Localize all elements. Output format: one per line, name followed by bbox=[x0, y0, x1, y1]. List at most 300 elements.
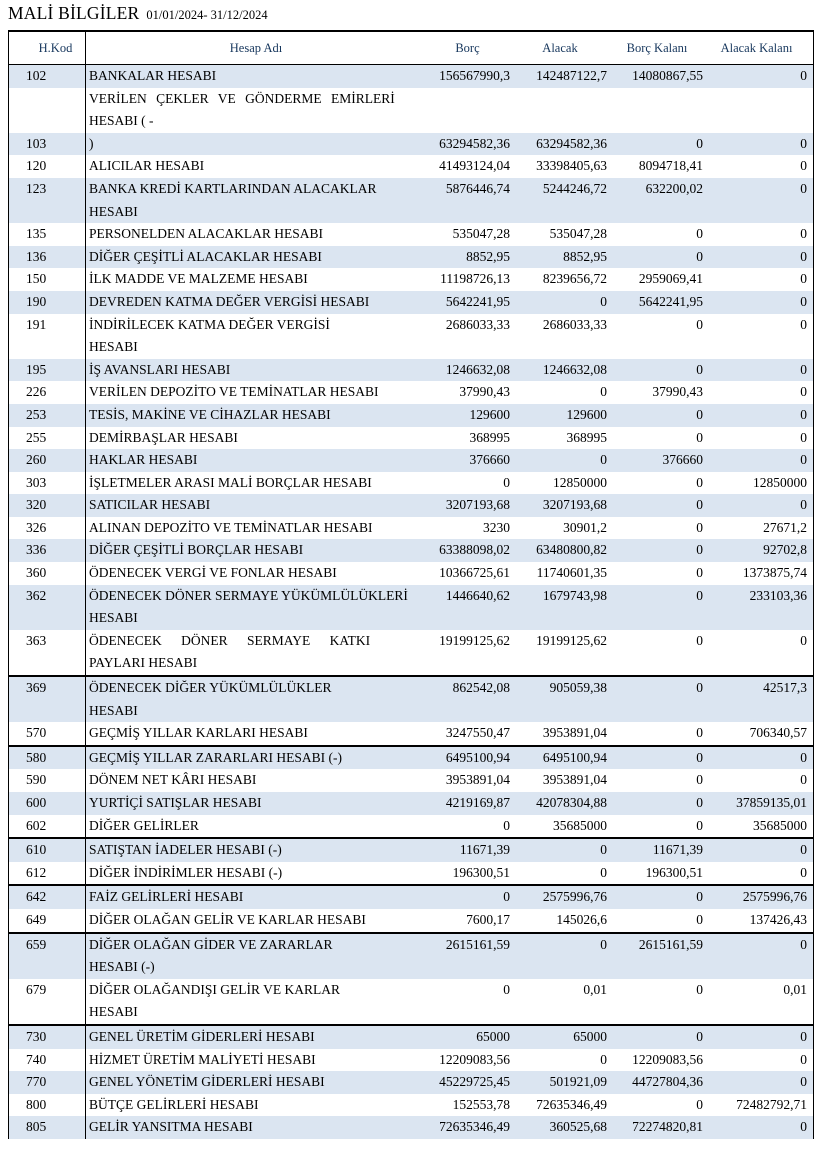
cell-account-name bbox=[86, 359, 425, 382]
cell-alacak-kalani: 0 bbox=[800, 1074, 807, 1090]
cell-account-code bbox=[9, 88, 86, 133]
cell-alacak-kalani bbox=[706, 88, 813, 133]
cell-alacak: 535047,28 bbox=[549, 226, 607, 242]
account-name-line: VERİLEN ÇEKLER VE GÖNDERME EMİRLERİ bbox=[89, 90, 395, 106]
cell-borc-kalani: 0 bbox=[696, 406, 703, 422]
account-name-line: SATICILAR HESABI bbox=[89, 497, 211, 513]
account-name-line: HESABI (-) bbox=[89, 959, 155, 975]
cell-borc-kalani: 44727804,36 bbox=[632, 1074, 703, 1090]
cell-borc-kalani: 0 bbox=[696, 632, 703, 648]
cell-alacak-kalani: 137426,43 bbox=[749, 911, 807, 927]
cell-borc: 4219169,87 bbox=[445, 795, 510, 810]
cell-alacak-kalani: 0 bbox=[800, 248, 807, 264]
cell-borc-kalani: 2615161,59 bbox=[638, 936, 703, 952]
cell-borc: 152553,78 bbox=[452, 1096, 510, 1112]
cell-alacak-kalani: 233103,36 bbox=[749, 587, 807, 603]
cell-borc: 12209083,56 bbox=[439, 1051, 510, 1067]
table-row bbox=[9, 979, 813, 1024]
cell-alacak: 0 bbox=[600, 842, 607, 858]
cell-alacak: 11740601,35 bbox=[536, 565, 607, 581]
cell-borc-kalani: 0 bbox=[696, 361, 703, 377]
cell-alacak: 0 bbox=[600, 452, 607, 468]
cell-alacak: 1679743,98 bbox=[542, 587, 607, 603]
cell-account-name bbox=[86, 839, 425, 862]
cell-account-code: 369 bbox=[9, 677, 86, 722]
cell-account-code: 770 bbox=[9, 1071, 86, 1094]
account-name-line: HESABI ( - bbox=[89, 113, 154, 129]
cell-account-code: 195 bbox=[9, 359, 86, 382]
cell-borc: 0 bbox=[503, 817, 510, 833]
page-title: MALİ BİLGİLER bbox=[8, 3, 140, 23]
account-name-line: HİZMET ÜRETİM MALİYETİ HESABI bbox=[89, 1051, 316, 1067]
cell-account-code: 570 bbox=[9, 722, 86, 745]
account-name-line: GENEL YÖNETİM GİDERLERİ HESABI bbox=[89, 1074, 325, 1090]
cell-alacak: 0 bbox=[600, 1051, 607, 1067]
cell-borc: 19199125,62 bbox=[439, 632, 510, 648]
cell-borc: 7600,17 bbox=[466, 911, 510, 927]
report-page bbox=[0, 3, 822, 1153]
cell-account-code: 600 bbox=[9, 792, 86, 815]
cell-borc-kalani: 37990,43 bbox=[652, 384, 703, 400]
account-name-line: PERSONELDEN ALACAKLAR HESABI bbox=[89, 226, 324, 242]
cell-alacak-kalani: 0 bbox=[800, 1119, 807, 1135]
cell-alacak: 3953891,04 bbox=[542, 725, 607, 741]
cell-alacak: 3207193,68 bbox=[542, 497, 607, 513]
table-row bbox=[9, 1116, 813, 1139]
cell-borc: 37990,43 bbox=[459, 384, 510, 400]
cell-account-code: 191 bbox=[9, 314, 86, 359]
header-hesap-adi: Hesap Adı bbox=[229, 40, 283, 55]
account-name-line: HESABI bbox=[89, 702, 138, 718]
cell-account-code: 602 bbox=[9, 815, 86, 838]
cell-alacak-kalani: 0 bbox=[800, 1051, 807, 1067]
table-row bbox=[9, 815, 813, 838]
cell-borc-kalani: 0 bbox=[696, 565, 703, 581]
cell-borc-kalani: 0 bbox=[696, 316, 703, 332]
cell-borc-kalani: 0 bbox=[696, 981, 703, 997]
cell-borc: 5642241,95 bbox=[445, 293, 510, 309]
table-row bbox=[9, 472, 813, 495]
cell-alacak: 145026,6 bbox=[556, 911, 607, 927]
cell-account-code: 260 bbox=[9, 449, 86, 472]
cell-borc-kalani: 0 bbox=[696, 749, 703, 765]
table-row bbox=[9, 427, 813, 450]
cell-borc: 41493124,04 bbox=[439, 158, 510, 174]
cell-borc: 3207193,68 bbox=[445, 497, 510, 513]
table-row bbox=[9, 1049, 813, 1072]
account-name-line: FAİZ GELİRLERİ HESABI bbox=[89, 889, 244, 905]
cell-account-name bbox=[86, 909, 425, 932]
cell-alacak-kalani: 0 bbox=[800, 406, 807, 422]
cell-alacak-kalani: 0,01 bbox=[783, 981, 807, 997]
cell-alacak-kalani: 0 bbox=[800, 772, 807, 788]
header-alacak: Alacak bbox=[542, 40, 578, 55]
cell-alacak-kalani: 27671,2 bbox=[763, 519, 807, 535]
cell-alacak bbox=[513, 88, 611, 133]
account-name-line: HESABI bbox=[89, 610, 138, 626]
cell-borc-kalani: 8094718,41 bbox=[638, 158, 703, 174]
account-name-line: DÖNEM NET KÂRI HESABI bbox=[89, 772, 257, 788]
cell-account-code: 612 bbox=[9, 862, 86, 885]
cell-alacak-kalani: 0 bbox=[800, 384, 807, 400]
table-row bbox=[9, 517, 813, 540]
cell-account-name bbox=[86, 934, 425, 979]
account-name-line: ÖDENECEK DÖNER SERMAYE YÜKÜMLÜLÜKLERİ bbox=[89, 587, 408, 603]
account-name-line: DİĞER OLAĞAN GELİR VE KARLAR HESABI bbox=[89, 911, 366, 927]
cell-borc: 45229725,45 bbox=[439, 1074, 510, 1090]
cell-borc: 8852,95 bbox=[466, 248, 510, 264]
cell-alacak: 30901,2 bbox=[563, 519, 607, 535]
cell-borc-kalani: 0 bbox=[696, 519, 703, 535]
cell-alacak: 72635346,49 bbox=[536, 1096, 607, 1112]
header-alacak-kalani: Alacak Kalanı bbox=[720, 40, 793, 55]
cell-borc: 3230 bbox=[483, 519, 510, 535]
table-row bbox=[9, 932, 813, 979]
cell-account-code: 800 bbox=[9, 1094, 86, 1117]
cell-alacak-kalani: 2575996,76 bbox=[742, 889, 807, 905]
account-name-line: DEVREDEN KATMA DEĞER VERGİSİ HESABI bbox=[89, 293, 370, 309]
cell-alacak: 0 bbox=[600, 936, 607, 952]
cell-account-name bbox=[86, 246, 425, 269]
cell-borc-kalani: 376660 bbox=[662, 452, 703, 468]
table-body bbox=[9, 65, 813, 1139]
table-row bbox=[9, 155, 813, 178]
financial-table bbox=[8, 30, 814, 1139]
account-name-line: HESABI bbox=[89, 339, 138, 355]
cell-alacak: 368995 bbox=[566, 429, 607, 445]
table-row bbox=[9, 539, 813, 562]
cell-account-name bbox=[86, 1116, 425, 1139]
cell-borc-kalani: 0 bbox=[696, 772, 703, 788]
table-row bbox=[9, 769, 813, 792]
cell-account-name bbox=[86, 862, 425, 885]
cell-borc-kalani: 0 bbox=[696, 911, 703, 927]
cell-account-name bbox=[86, 1049, 425, 1072]
account-name-line: DİĞER İNDİRİMLER HESABI (-) bbox=[89, 864, 283, 880]
account-name-line: HESABI bbox=[89, 1004, 138, 1020]
cell-alacak: 0 bbox=[600, 293, 607, 309]
cell-account-code: 320 bbox=[9, 494, 86, 517]
cell-account-name bbox=[86, 178, 425, 223]
table-row bbox=[9, 291, 813, 314]
account-name-line: İNDİRİLECEK KATMA DEĞER VERGİSİ bbox=[89, 316, 330, 332]
cell-account-name bbox=[86, 886, 425, 909]
cell-account-name bbox=[86, 381, 425, 404]
account-name-line: GEÇMİŞ YILLAR ZARARLARI HESABI (-) bbox=[89, 749, 342, 765]
table-row bbox=[9, 223, 813, 246]
table-row bbox=[9, 1071, 813, 1094]
cell-borc-kalani: 0 bbox=[696, 817, 703, 833]
cell-borc-kalani: 196300,51 bbox=[645, 864, 703, 880]
cell-alacak: 35685000 bbox=[553, 817, 607, 833]
cell-borc-kalani: 14080867,55 bbox=[632, 68, 703, 83]
account-name-line: GENEL ÜRETİM GİDERLERİ HESABI bbox=[89, 1028, 315, 1044]
cell-borc: 3247550,47 bbox=[445, 725, 510, 741]
cell-alacak-kalani: 706340,57 bbox=[749, 725, 807, 741]
table-row bbox=[9, 494, 813, 517]
cell-account-code: 226 bbox=[9, 381, 86, 404]
cell-alacak: 5244246,72 bbox=[542, 180, 607, 196]
cell-account-name bbox=[86, 65, 425, 88]
table-row bbox=[9, 246, 813, 269]
cell-borc-kalani: 72274820,81 bbox=[632, 1119, 703, 1135]
cell-alacak-kalani: 0 bbox=[800, 632, 807, 648]
cell-borc: 0 bbox=[503, 889, 510, 905]
table-row bbox=[9, 449, 813, 472]
cell-account-name bbox=[86, 769, 425, 792]
cell-alacak-kalani: 0 bbox=[800, 135, 807, 151]
table-row bbox=[9, 792, 813, 815]
cell-alacak-kalani: 35685000 bbox=[753, 817, 807, 833]
cell-borc-kalani: 0 bbox=[696, 1096, 703, 1112]
table-row bbox=[9, 178, 813, 223]
cell-borc-kalani: 0 bbox=[696, 889, 703, 905]
cell-alacak-kalani: 0 bbox=[800, 316, 807, 332]
cell-account-code: 659 bbox=[9, 934, 86, 979]
cell-account-name bbox=[86, 815, 425, 838]
title-bar bbox=[8, 3, 814, 30]
cell-borc-kalani: 0 bbox=[696, 429, 703, 445]
cell-borc-kalani: 0 bbox=[696, 680, 703, 696]
cell-account-name bbox=[86, 979, 425, 1024]
cell-account-name bbox=[86, 268, 425, 291]
account-name-line: BANKA KREDİ KARTLARINDAN ALACAKLAR bbox=[89, 180, 377, 196]
cell-borc-kalani: 0 bbox=[696, 725, 703, 741]
account-name-line: BÜTÇE GELİRLERİ HESABI bbox=[89, 1096, 259, 1112]
account-name-line: HAKLAR HESABI bbox=[89, 452, 198, 468]
account-name-line: ALINAN DEPOZİTO VE TEMİNATLAR HESABI bbox=[89, 519, 373, 535]
table-row bbox=[9, 404, 813, 427]
cell-account-code: 326 bbox=[9, 517, 86, 540]
cell-borc-kalani: 0 bbox=[696, 587, 703, 603]
cell-borc: 65000 bbox=[476, 1028, 510, 1044]
cell-alacak: 19199125,62 bbox=[536, 632, 607, 648]
cell-account-name bbox=[86, 630, 425, 675]
cell-borc: 2615161,59 bbox=[445, 936, 510, 952]
account-name-line: ) bbox=[89, 135, 94, 151]
cell-borc: 1446640,62 bbox=[445, 587, 510, 603]
account-name-line: DEMİRBAŞLAR HESABI bbox=[89, 429, 238, 445]
cell-account-name bbox=[86, 539, 425, 562]
cell-account-name bbox=[86, 314, 425, 359]
cell-alacak-kalani: 42517,3 bbox=[763, 680, 807, 696]
cell-alacak: 360525,68 bbox=[549, 1119, 607, 1135]
cell-alacak-kalani: 12850000 bbox=[753, 474, 807, 490]
cell-account-code: 253 bbox=[9, 404, 86, 427]
table-row bbox=[9, 585, 813, 630]
cell-alacak: 905059,38 bbox=[549, 680, 607, 696]
cell-borc: 1246632,08 bbox=[445, 361, 510, 377]
cell-borc: 376660 bbox=[469, 452, 510, 468]
account-name-line: YURTİÇİ SATIŞLAR HESABI bbox=[89, 795, 262, 810]
cell-borc: 0 bbox=[503, 981, 510, 997]
cell-borc: 5876446,74 bbox=[445, 180, 510, 196]
account-name-line: PAYLARI HESABI bbox=[89, 655, 198, 671]
cell-alacak: 2686033,33 bbox=[542, 316, 607, 332]
cell-account-name bbox=[86, 792, 425, 815]
cell-account-name bbox=[86, 494, 425, 517]
account-name-line: İŞLETMELER ARASI MALİ BORÇLAR HESABI bbox=[89, 474, 372, 490]
cell-account-code: 135 bbox=[9, 223, 86, 246]
cell-borc: 129600 bbox=[469, 406, 510, 422]
cell-alacak-kalani: 0 bbox=[800, 68, 807, 83]
cell-account-name bbox=[86, 747, 425, 770]
cell-alacak-kalani: 0 bbox=[800, 452, 807, 468]
account-name-line: ÖDENECEK DİĞER YÜKÜMLÜLÜKLER bbox=[89, 680, 332, 696]
cell-alacak-kalani: 0 bbox=[800, 497, 807, 513]
account-name-line: ALICILAR HESABI bbox=[89, 158, 205, 174]
cell-borc: 862542,08 bbox=[452, 680, 510, 696]
cell-borc-kalani: 0 bbox=[696, 1028, 703, 1044]
account-name-line: DİĞER ÇEŞİTLİ BORÇLAR HESABI bbox=[89, 542, 304, 558]
cell-borc-kalani: 2959069,41 bbox=[638, 271, 703, 287]
account-name-line: GELİR YANSITMA HESABI bbox=[89, 1119, 253, 1135]
cell-account-name bbox=[86, 449, 425, 472]
cell-account-code: 642 bbox=[9, 886, 86, 909]
cell-borc: 11198726,13 bbox=[440, 271, 510, 287]
account-name-line: ÖDENECEK VERGİ VE FONLAR HESABI bbox=[89, 565, 337, 581]
account-name-line: DİĞER OLAĞANDIŞI GELİR VE KARLAR bbox=[89, 981, 340, 997]
cell-borc-kalani: 12209083,56 bbox=[632, 1051, 703, 1067]
table-row bbox=[9, 909, 813, 932]
account-name-line: ÖDENECEK DÖNER SERMAYE KATKI bbox=[89, 632, 371, 648]
cell-borc: 72635346,49 bbox=[439, 1119, 510, 1135]
account-name-line: İLK MADDE VE MALZEME HESABI bbox=[89, 271, 308, 287]
cell-borc-kalani: 5642241,95 bbox=[638, 293, 703, 309]
cell-alacak: 63294582,36 bbox=[536, 135, 607, 151]
cell-alacak: 8239656,72 bbox=[542, 271, 607, 287]
table-row bbox=[9, 675, 813, 722]
cell-borc-kalani: 0 bbox=[696, 135, 703, 151]
cell-alacak: 2575996,76 bbox=[542, 889, 607, 905]
cell-account-code: 610 bbox=[9, 839, 86, 862]
cell-alacak-kalani: 0 bbox=[800, 158, 807, 174]
account-name-line: SATIŞTAN İADELER HESABI (-) bbox=[89, 842, 282, 858]
cell-account-name bbox=[86, 88, 425, 133]
cell-account-name bbox=[86, 517, 425, 540]
cell-account-name bbox=[86, 1026, 425, 1049]
cell-account-name bbox=[86, 133, 425, 156]
cell-borc-kalani: 0 bbox=[696, 474, 703, 490]
cell-alacak-kalani: 1373875,74 bbox=[742, 565, 807, 581]
cell-borc-kalani: 11671,39 bbox=[652, 842, 703, 858]
cell-account-name bbox=[86, 1071, 425, 1094]
cell-borc: 0 bbox=[503, 474, 510, 490]
table-row bbox=[9, 837, 813, 862]
cell-borc: 63388098,02 bbox=[439, 542, 510, 558]
cell-account-name bbox=[86, 472, 425, 495]
cell-borc-kalani: 0 bbox=[696, 542, 703, 558]
cell-alacak: 501921,09 bbox=[549, 1074, 607, 1090]
cell-alacak: 63480800,82 bbox=[536, 542, 607, 558]
cell-borc: 196300,51 bbox=[452, 864, 510, 880]
cell-alacak-kalani: 0 bbox=[800, 936, 807, 952]
table-row bbox=[9, 359, 813, 382]
cell-borc-kalani: 0 bbox=[696, 497, 703, 513]
cell-account-name bbox=[86, 404, 425, 427]
table-row bbox=[9, 133, 813, 156]
cell-borc-kalani: 0 bbox=[696, 226, 703, 242]
cell-account-name bbox=[86, 562, 425, 585]
table-header-row bbox=[9, 32, 813, 65]
account-name-line: DİĞER OLAĞAN GİDER VE ZARARLAR bbox=[89, 936, 333, 952]
table-row bbox=[9, 1024, 813, 1049]
account-name-line: GEÇMİŞ YILLAR KARLARI HESABI bbox=[89, 725, 308, 741]
cell-alacak: 0 bbox=[600, 864, 607, 880]
cell-alacak: 3953891,04 bbox=[542, 772, 607, 788]
table-row bbox=[9, 1094, 813, 1117]
cell-borc-kalani: 632200,02 bbox=[645, 180, 703, 196]
cell-account-code: 679 bbox=[9, 979, 86, 1024]
cell-account-code: 120 bbox=[9, 155, 86, 178]
header-hkod: H.Kod bbox=[9, 32, 86, 64]
cell-borc-kalani bbox=[611, 88, 706, 133]
cell-account-code: 360 bbox=[9, 562, 86, 585]
table-row bbox=[9, 381, 813, 404]
table-row bbox=[9, 745, 813, 770]
table-row bbox=[9, 88, 813, 133]
cell-alacak-kalani: 0 bbox=[800, 293, 807, 309]
table-row bbox=[9, 884, 813, 909]
cell-alacak-kalani: 0 bbox=[800, 226, 807, 242]
cell-borc: 63294582,36 bbox=[439, 135, 510, 151]
cell-alacak-kalani: 0 bbox=[800, 842, 807, 858]
cell-alacak-kalani: 0 bbox=[800, 1028, 807, 1044]
cell-account-code: 730 bbox=[9, 1026, 86, 1049]
cell-account-name bbox=[86, 677, 425, 722]
cell-account-code: 136 bbox=[9, 246, 86, 269]
cell-alacak: 42078304,88 bbox=[536, 795, 607, 810]
cell-account-code: 362 bbox=[9, 585, 86, 630]
cell-account-code: 649 bbox=[9, 909, 86, 932]
cell-account-code: 580 bbox=[9, 747, 86, 770]
account-name-line: VERİLEN DEPOZİTO VE TEMİNATLAR HESABI bbox=[89, 384, 379, 400]
table-row bbox=[9, 722, 813, 745]
cell-borc: 368995 bbox=[469, 429, 510, 445]
cell-account-code: 363 bbox=[9, 630, 86, 675]
cell-borc: 6495100,94 bbox=[445, 749, 510, 765]
report-period: 01/01/2024- 31/12/2024 bbox=[146, 8, 268, 22]
cell-borc: 11671,39 bbox=[459, 842, 510, 858]
cell-account-name bbox=[86, 291, 425, 314]
cell-account-code: 190 bbox=[9, 291, 86, 314]
cell-alacak: 1246632,08 bbox=[542, 361, 607, 377]
table-row bbox=[9, 630, 813, 675]
cell-alacak-kalani: 0 bbox=[800, 864, 807, 880]
header-borc: Borç bbox=[455, 40, 480, 55]
cell-borc: 10366725,61 bbox=[439, 565, 510, 581]
cell-account-name bbox=[86, 223, 425, 246]
cell-account-name bbox=[86, 427, 425, 450]
cell-account-code: 150 bbox=[9, 268, 86, 291]
cell-alacak: 6495100,94 bbox=[542, 749, 607, 765]
cell-borc-kalani: 0 bbox=[696, 795, 703, 810]
account-name-line: DİĞER ÇEŞİTLİ ALACAKLAR HESABI bbox=[89, 248, 322, 264]
cell-alacak-kalani: 72482792,71 bbox=[736, 1096, 807, 1112]
account-name-line: BANKALAR HESABI bbox=[89, 68, 217, 83]
cell-account-code: 740 bbox=[9, 1049, 86, 1072]
account-name-line: İŞ AVANSLARI HESABI bbox=[89, 361, 231, 377]
cell-account-name bbox=[86, 722, 425, 745]
table-row bbox=[9, 862, 813, 885]
cell-alacak-kalani: 92702,8 bbox=[763, 542, 807, 558]
cell-borc: 156567990,3 bbox=[439, 68, 510, 83]
header-borc-kalani: Borç Kalanı bbox=[626, 40, 688, 55]
cell-alacak: 129600 bbox=[566, 406, 607, 422]
cell-alacak: 8852,95 bbox=[563, 248, 607, 264]
cell-account-code: 255 bbox=[9, 427, 86, 450]
cell-alacak-kalani: 0 bbox=[800, 749, 807, 765]
